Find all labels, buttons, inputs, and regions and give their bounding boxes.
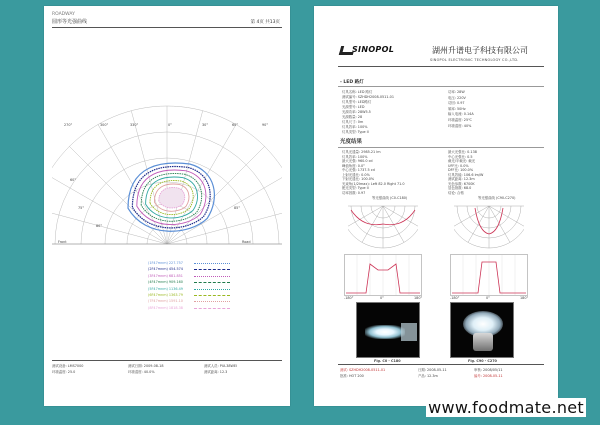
footer-field: 环境湿度: 40.0% (128, 370, 155, 374)
header-left: ROADWAY (52, 12, 75, 17)
grid-spoke (167, 208, 282, 244)
footer-field: 测试人员: PUL38WEI (204, 364, 238, 368)
info-row: 环境湿度: 40% (448, 123, 472, 128)
signature-field: 审核: 2008/05/11 (474, 368, 503, 372)
footer-field: 环境温度: 25.0 (52, 370, 76, 374)
grid-spoke (69, 146, 167, 244)
ground-label: Front (58, 240, 67, 244)
section-title: - LED 路灯 (340, 80, 364, 85)
legend-swatch (194, 295, 230, 296)
info-row: 测试编号: SZHDH2008-0511-01 (342, 95, 394, 99)
info-row: 灯具效能: 106.6 lm/W (448, 172, 484, 177)
axis-label: 180° (414, 296, 423, 300)
intensity-graph-2 (450, 254, 528, 296)
logo-text: SINOPOL (352, 45, 395, 54)
angle-label: 0° (168, 123, 172, 127)
legend-label: (7F47mnm) 1591.10 (148, 299, 183, 304)
side-angle: 80° (96, 224, 103, 228)
polar-spoke (348, 206, 383, 227)
polar-spoke (454, 206, 489, 227)
isolux-contour (159, 188, 185, 208)
info-row: 峰值角度: 0.0° (342, 163, 365, 168)
info-row: 中心光强: 1737.5 cd (342, 168, 375, 172)
header-divider (52, 27, 282, 28)
footer-field: 测试距离: 12.3 (204, 370, 228, 374)
info-row: 下射光通比: 100.0% (342, 177, 375, 181)
legend-label: (8F47mnm) 1818.38 (148, 305, 183, 310)
section-divider (338, 86, 544, 87)
info-row: 灯具尺寸: 0m (342, 120, 364, 124)
signature-field: 编号: 2008-05-11 (474, 374, 503, 378)
info-row: 输入电流: 0.14A (448, 112, 474, 117)
polar-spoke (383, 206, 418, 227)
info-row: 功因: 0.97 (448, 101, 465, 106)
signature-field: 产品: 12.3m (418, 374, 438, 378)
info-row: 光源型号: LED (342, 105, 365, 109)
info-row: 显色指数: 68.0 (448, 186, 472, 190)
info-row: UFF比: 0.0% (448, 163, 469, 168)
info-row: 结论: 合格 (448, 190, 464, 195)
polar-spoke (489, 206, 524, 227)
info-row: 电压: 220V (448, 95, 466, 100)
right-report-page (314, 6, 558, 406)
info-row: 灯具效率: 100% (342, 154, 368, 159)
axis-label: 180° (520, 296, 529, 300)
legend-swatch (194, 289, 230, 290)
info-row: 频率: 50Hz (448, 106, 466, 111)
info-row: 灯具类型: Type II (342, 130, 369, 134)
chart-title: 等光强曲线 (C0-C180) (372, 196, 408, 200)
legend-label: (4F47mnm) 909.160 (148, 280, 183, 285)
photo-caption: Fig. C90 - C270 (468, 359, 497, 363)
page-number: 第 4页 共13页 (250, 20, 280, 25)
signature-field: 测试: SZHDH2008-0511-01 (340, 368, 386, 372)
angle-label: 30° (202, 123, 209, 127)
polar-chart-1 (348, 200, 418, 252)
info-row: 功率因数: 0.97 (342, 190, 366, 195)
info-row: 测试距离: 12.3m (448, 177, 475, 181)
isolux-diagram (52, 102, 282, 252)
photo-caption: Fig. C0 - C180 (374, 359, 401, 363)
axis-label: -180° (344, 296, 354, 300)
axis-label: 0° (380, 296, 384, 300)
info-row: 光源数量: 28 (342, 115, 363, 119)
polar-spoke (489, 206, 510, 242)
lamp-photo-1 (356, 302, 420, 358)
info-row: 光束角(1/2Imax): Left 82.0 Right 71.0 (342, 181, 405, 186)
side-angle: 60° (70, 178, 77, 182)
polar-chart-2 (454, 200, 524, 252)
info-row: 光源功率: 28W5.5 (342, 110, 371, 114)
legend-swatch (194, 282, 230, 283)
info-row: 光色参数: 6700K (448, 181, 475, 186)
info-row: 功率: 28W (448, 90, 465, 94)
info-row: 灯具型号: LED路灯 (342, 100, 372, 104)
info-row: 环境温度: 25℃ (448, 118, 472, 122)
legend-label: (3F47mnm) 681.851 (148, 273, 183, 278)
company-logo (340, 44, 398, 56)
legend-label: (2F47mnm) 454.574 (148, 267, 183, 272)
side-angle: 85° (234, 206, 241, 210)
legend-label: (6F47mnm) 1363.79 (148, 293, 183, 297)
info-row: 最大光强: 960.0 cd (342, 159, 373, 163)
angle-label: 90° (262, 123, 269, 127)
legend-label: (1F47mnm) 227.757 (148, 261, 183, 265)
polar-spoke (468, 206, 489, 242)
lamp-photo-2 (450, 302, 514, 358)
info-row: 灯具效率: 100% (342, 125, 368, 129)
footer-divider (52, 360, 282, 361)
section-title: 光度结果 (340, 139, 363, 145)
legend-swatch (194, 308, 230, 309)
angle-label: 270° (64, 123, 73, 127)
footer-field: 测试日期: 2009-08-18 (128, 364, 164, 368)
info-row: 配光类型: Type II (342, 186, 369, 190)
legend-swatch (194, 276, 230, 277)
side-angle: 75° (78, 206, 85, 210)
watermark: www.foodmate.net (428, 398, 584, 417)
info-row: DFF比: 100.0% (448, 168, 474, 172)
ground-label: Road (242, 240, 251, 244)
info-row: 中心光强比: 0.5 (448, 154, 473, 159)
info-row: 灯具光通量: 2985.21 lm (342, 150, 381, 154)
axis-label: 0° (486, 296, 490, 300)
company-name-en: SINOPOL ELECTRONIC TECHNOLOGY CO.,LTD. (430, 58, 519, 62)
signature-field: 批准: HOT 200 (340, 374, 364, 378)
angle-label: 330° (130, 123, 139, 127)
company-name-cn: 湖州升谱电子科技有限公司 (432, 46, 528, 55)
footer-field: 测试设备: LMS7000 (52, 364, 84, 368)
legend-label: (5F47mnm) 1136.49 (148, 286, 183, 291)
info-row: 上射光通比: 0.0% (342, 172, 370, 177)
angle-label: 300° (100, 123, 109, 127)
legend-swatch (194, 301, 230, 302)
info-row: 灯具名称: LED 路灯 (342, 90, 373, 94)
info-row: 最大光强比: 0.138 (448, 150, 477, 154)
angle-label: 60° (232, 123, 239, 127)
polar-grid (52, 106, 282, 244)
legend-swatch (194, 269, 230, 270)
header-divider (338, 66, 544, 67)
footer-divider (338, 364, 544, 365)
axis-label: -180° (450, 296, 460, 300)
left-report-page (44, 6, 290, 406)
signature-field: 日期: 2008-05-11 (418, 368, 447, 372)
chart-title: 等光强曲线 (C90-C270) (478, 196, 516, 200)
section-divider (338, 147, 544, 148)
legend-swatch (194, 263, 230, 264)
intensity-graph-1 (344, 254, 422, 296)
grid-spoke (52, 208, 167, 244)
page-title: 圆形等光强曲线 (52, 19, 88, 25)
info-row: 截光/半截光: 截光 (448, 159, 476, 163)
